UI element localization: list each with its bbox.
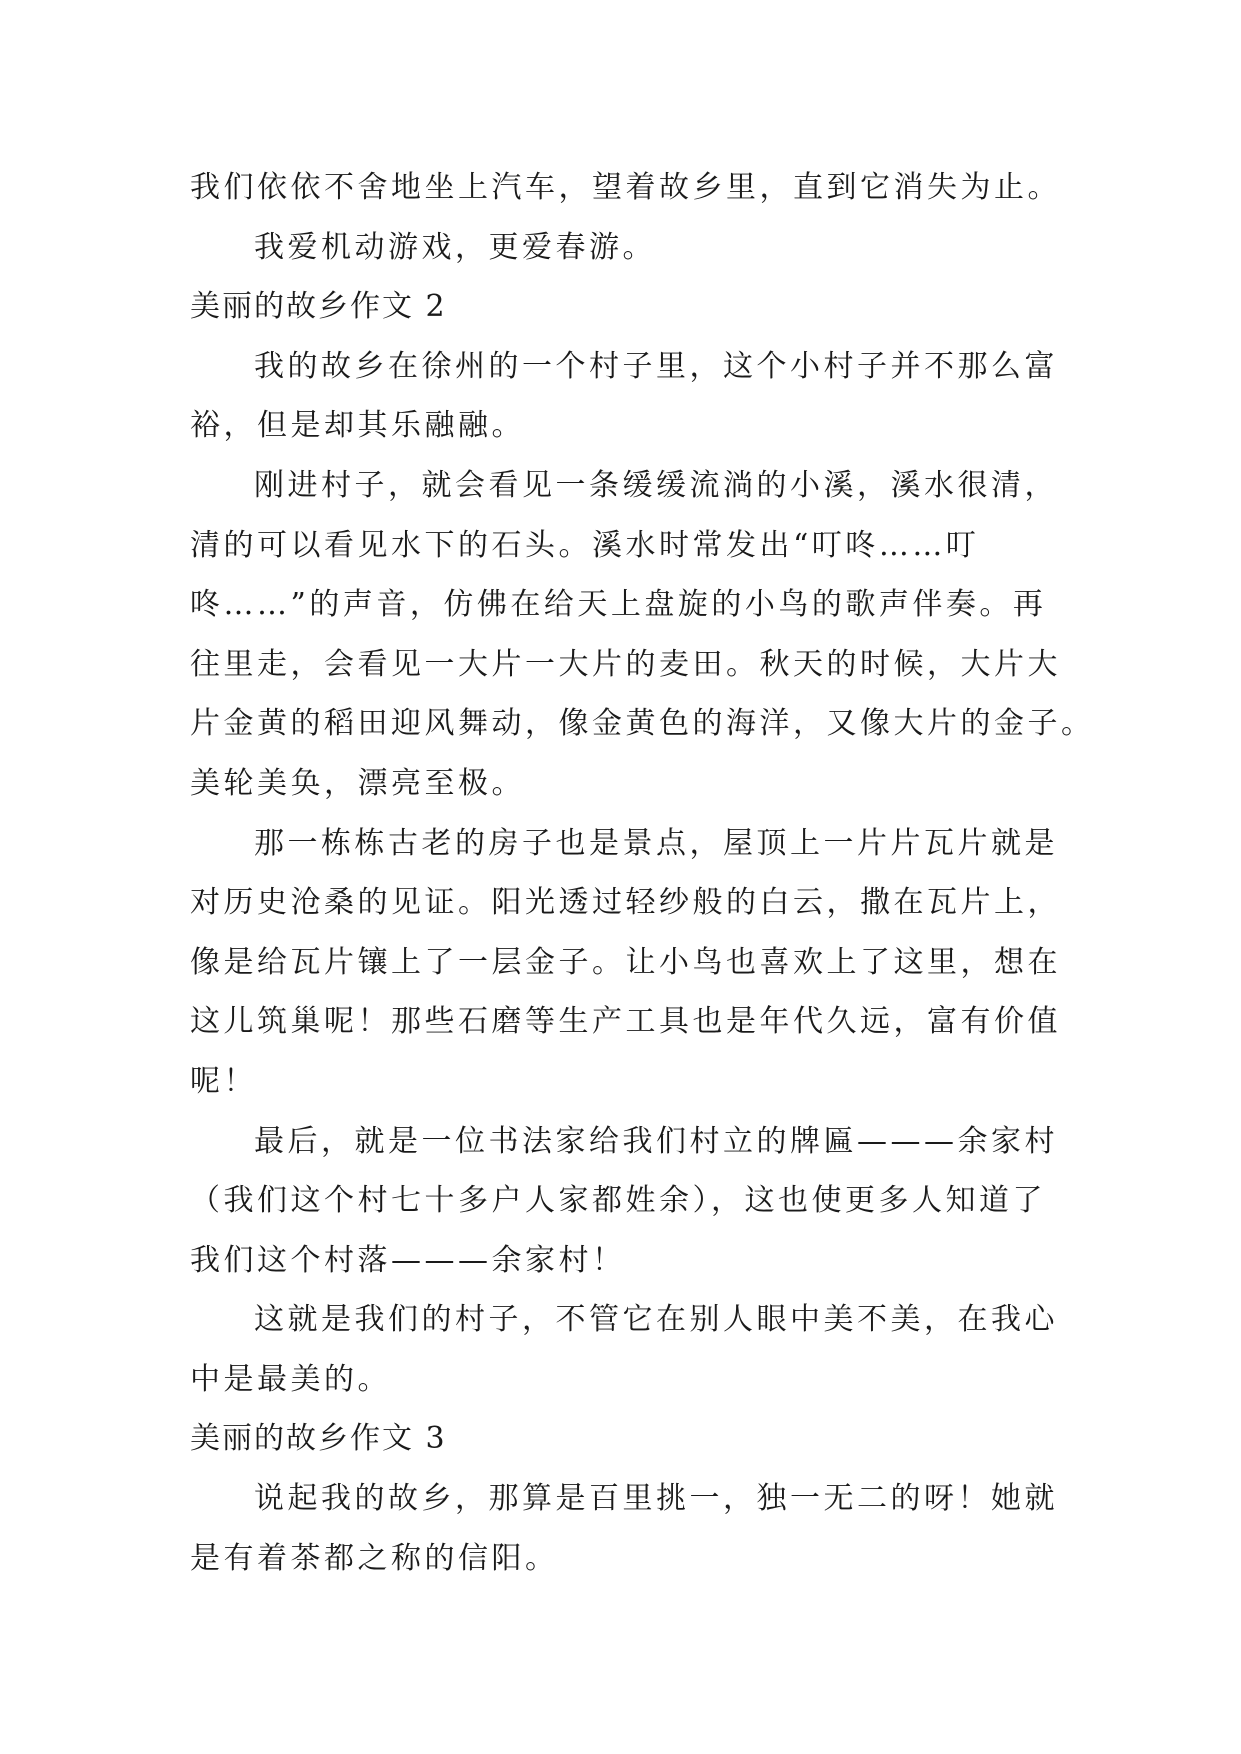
text-line: 清的可以看见水下的石头。溪水时常发出“叮咚……叮 — [190, 527, 980, 563]
text-line: 我爱机动游戏，更爱春游。 — [254, 229, 656, 265]
section-heading: 美丽的故乡作文 3 — [190, 1421, 447, 1457]
section-heading: 美丽的故乡作文 2 — [190, 289, 447, 325]
text-line: 对历史沧桑的见证。阳光透过轻纱般的白云，撒在瓦片上， — [190, 885, 1061, 921]
text-line: （我们这个村七十多户人家都姓余），这也使更多人知道了 — [190, 1183, 1046, 1219]
text-line: 这就是我们的村子，不管它在别人眼中美不美，在我心 — [254, 1302, 1058, 1338]
text-line: 是有着茶都之称的信阳。 — [190, 1540, 559, 1576]
text-line: 我们依依不舍地坐上汽车，望着故乡里，直到它消失为止。 — [190, 170, 1061, 205]
text-line: 这儿筑巢呢！那些石磨等生产工具也是年代久远，富有价值 — [190, 1004, 1061, 1040]
article-body — [190, 158, 1095, 1588]
text-line: 咚……”的声音，仿佛在给天上盘旋的小鸟的歌声伴奏。再 — [190, 587, 1047, 623]
text-line: 那一栋栋古老的房子也是景点，屋顶上一片片瓦片就是 — [254, 825, 1058, 861]
text-line: 片金黄的稻田迎风舞动，像金黄色的海洋，又像大片的金子。 — [190, 706, 1095, 742]
text-line: 像是给瓦片镶上了一层金子。让小鸟也喜欢上了这里，想在 — [190, 944, 1061, 980]
text-line: 裕，但是却其乐融融。 — [190, 408, 525, 444]
text-line: 我的故乡在徐州的一个村子里，这个小村子并不那么富 — [254, 348, 1058, 384]
text-line: 中是最美的。 — [190, 1361, 391, 1397]
text-line: 刚进村子，就会看见一条缓缓流淌的小溪，溪水很清， — [254, 467, 1058, 503]
text-line: 美轮美奂，漂亮至极。 — [190, 765, 525, 801]
text-line: 最后，就是一位书法家给我们村立的牌匾———余家村 — [254, 1123, 1058, 1159]
text-line: 呢！ — [190, 1063, 257, 1099]
text-line: 往里走，会看见一大片一大片的麦田。秋天的时候，大片大 — [190, 646, 1061, 682]
text-line: 我们这个村落———余家村！ — [190, 1242, 626, 1278]
text-line: 说起我的故乡，那算是百里挑一，独一无二的呀！她就 — [254, 1481, 1058, 1517]
